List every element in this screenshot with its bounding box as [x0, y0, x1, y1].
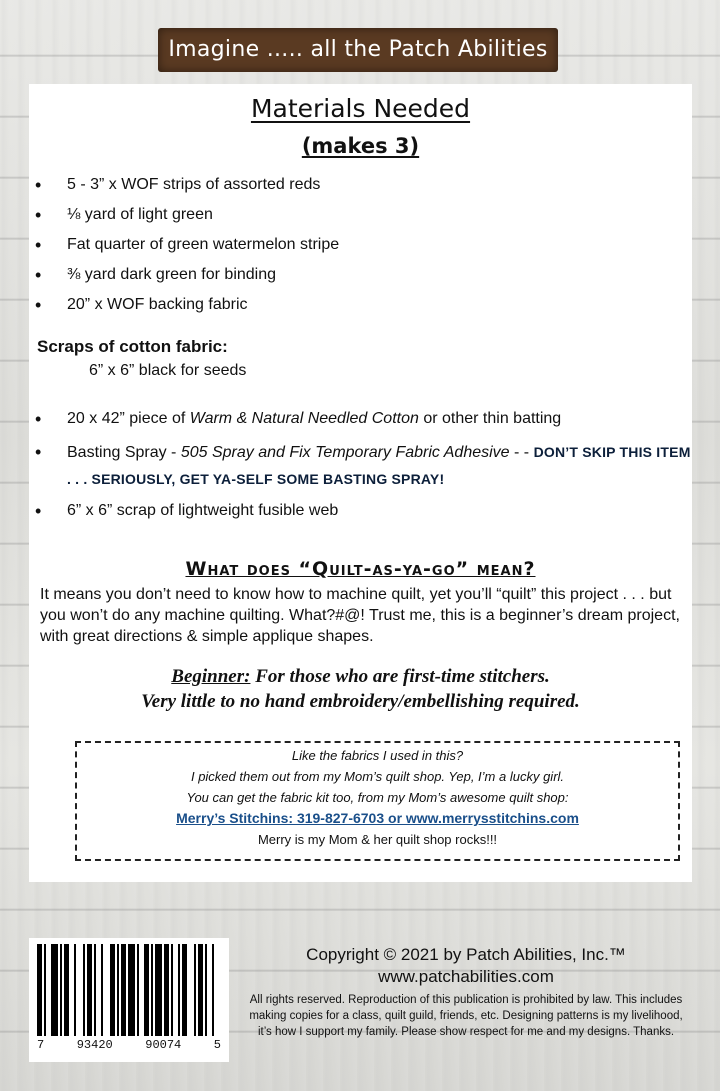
barcode-digits	[37, 1038, 221, 1052]
beginner-line1: For those who are first-time stitchers.	[250, 666, 550, 687]
rights-notice: All rights reserved. Reproduction of this publication is prohibited by law. This includes making copies for a class, quilt guild, friends, etc. Designing patterns is my livelihood, it’s how I support my family. Please show respect for me and my designs. Thanks.	[249, 994, 683, 1038]
beginner-note	[29, 664, 692, 714]
list-item: • Fat quarter of green watermelon stripe	[29, 235, 339, 265]
page-title: Materials Needed	[250, 94, 471, 123]
list-item: • ⅛ yard of light green	[29, 205, 339, 235]
barcode-bar	[214, 944, 221, 1036]
barcode-bars	[37, 944, 221, 1036]
barcode-digit-group: 5	[213, 1038, 221, 1052]
batting-text: 20 x 42” piece of	[67, 410, 190, 427]
barcode-bar	[155, 944, 162, 1036]
barcode	[29, 938, 229, 1062]
barcode-bar	[187, 944, 194, 1036]
website-link[interactable]: www.patchabilities.com	[378, 967, 554, 986]
scraps-item: 6” x 6” black for seeds	[89, 362, 247, 379]
list-item-spray	[29, 439, 692, 501]
materials-list	[29, 175, 339, 325]
content-panel	[29, 84, 692, 882]
spray-dashes: - -	[509, 444, 534, 461]
list-item: • ⅜ yard dark green for binding	[29, 265, 339, 295]
copyright-line: Copyright © 2021 by Patch Abilities, Inc.™	[306, 945, 626, 964]
barcode-bar	[128, 944, 135, 1036]
barcode-digit-group: 90074	[145, 1038, 182, 1052]
spray-text: Basting Spray -	[67, 444, 181, 461]
fabric-kit-box	[75, 741, 680, 861]
beginner-label: Beginner:	[171, 666, 251, 687]
barcode-bar	[76, 944, 83, 1036]
list-item: • 5 - 3” x WOF strips of assorted reds	[29, 175, 339, 205]
header-banner: Imagine ..... all the Patch Abilities	[158, 28, 558, 72]
fabric-line3: You can get the fabric kit too, from my Mom’s awesome quilt shop:	[186, 790, 569, 805]
batting-product: Warm & Natural Needled Cotton	[189, 410, 419, 427]
fabric-line2: I picked them out from my Mom’s quilt shop. Yep, I’m a lucky girl.	[190, 769, 565, 784]
fabric-line1: Like the fabrics I used in this?	[291, 748, 464, 763]
barcode-bar	[103, 944, 110, 1036]
spray-warning: DON’T SKIP THIS ITEM . . . SERIOUSLY, GET YA-SELF SOME BASTING SPRAY!	[67, 444, 691, 487]
list-item-fusible: • 6” x 6” scrap of lightweight fusible web	[29, 501, 692, 531]
barcode-digit-group: 7	[37, 1038, 45, 1052]
spray-product: 505 Spray and Fix Temporary Fabric Adhesive	[180, 444, 510, 461]
quilt-heading: What does “Quilt-as-ya-go” mean?	[185, 558, 536, 580]
list-item: • 20” x WOF backing fabric	[29, 295, 339, 325]
barcode-digit-group: 93420	[76, 1038, 113, 1052]
batting-suffix: or other thin batting	[418, 410, 562, 427]
supplies-list	[29, 409, 692, 531]
page-subtitle: (makes 3)	[301, 134, 420, 158]
shop-link[interactable]: Merry’s Stitchins: 319-827-6703 or www.merrysstitchins.com	[176, 810, 579, 826]
scraps-heading: Scraps of cotton fabric:	[37, 337, 228, 356]
fabric-line5: Merry is my Mom & her quilt shop rocks!!!	[257, 832, 498, 847]
quilt-description: It means you don’t need to know how to machine quilt, yet you’ll “quilt” this project . . . but you won’t do any machine quilting. What?#@! Trust me, this is a beginner’s dream project, with great directions & simple applique shapes.	[40, 586, 680, 645]
barcode-bar	[51, 944, 58, 1036]
beginner-line2: Very little to no hand embroidery/embellishing required.	[141, 691, 580, 712]
copyright-block	[246, 944, 686, 1040]
list-item-batting	[29, 409, 692, 439]
